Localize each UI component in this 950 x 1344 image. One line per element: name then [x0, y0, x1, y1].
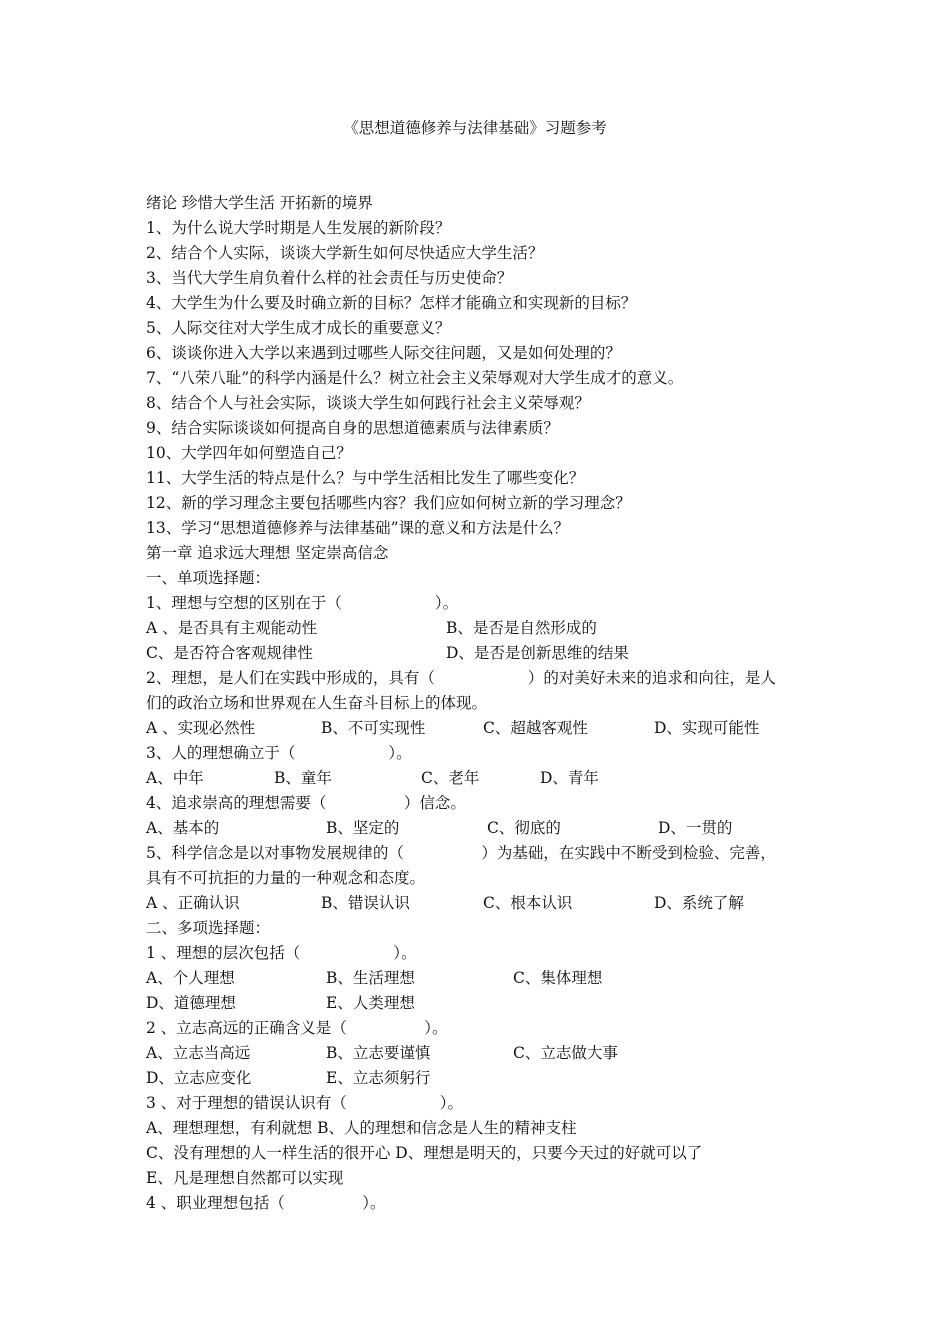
question-line: 2、结合个人实际，谈谈大学新生如何尽快适应大学生活？ — [146, 244, 544, 262]
option: A、立志当高远 — [146, 1044, 251, 1062]
options-row — [146, 616, 826, 641]
option: B、生活理想 — [326, 969, 415, 987]
option: D、一贯的 — [658, 819, 733, 837]
option: B、立志要谨慎 — [326, 1044, 431, 1062]
question-line: 具有不可抗拒的力量的一种观念和态度。 — [146, 869, 426, 887]
question-line: 11、大学生活的特点是什么？与中学生活相比发生了哪些变化？ — [146, 469, 585, 487]
options-row — [146, 641, 826, 666]
question-line: 3、人的理想确立于（ ）。 — [146, 744, 412, 762]
option: E、人类理想 — [326, 994, 415, 1012]
question-line: 5、人际交往对大学生成才成长的重要意义？ — [146, 319, 451, 337]
question-line: 12、新的学习理念主要包括哪些内容？我们应如何树立新的学习理念？ — [146, 494, 631, 512]
question-line: 3 、对于理想的错误认识有（ ）。 — [146, 1094, 464, 1112]
page-title: 《思想道德修养与法律基础》习题参考 — [343, 119, 607, 137]
question-line: 8、结合个人与社会实际，谈谈大学生如何践行社会主义荣辱观？ — [146, 394, 590, 412]
question-line: 13、学习“思想道德修养与法律基础”课的意义和方法是什么？ — [146, 519, 570, 537]
option: A、中年 — [146, 769, 204, 787]
option: C、集体理想 — [513, 969, 603, 987]
question-line: 1、为什么说大学时期是人生发展的新阶段？ — [146, 219, 451, 237]
option: B、童年 — [274, 769, 332, 787]
option-line: C、没有理想的人一样生活的很开心 D、理想是明天的，只要今天过的好就可以了 — [146, 1144, 703, 1162]
options-row — [146, 1041, 826, 1066]
option: D、是否是创新思维的结果 — [446, 644, 629, 662]
question-line: 7、“八荣八耻”的科学内涵是什么？树立社会主义荣辱观对大学生成才的意义。 — [146, 369, 684, 387]
options-row — [146, 991, 826, 1016]
option: B、错误认识 — [321, 894, 410, 912]
question-line: 1、理想与空想的区别在于（ ）。 — [146, 594, 459, 612]
document-body — [146, 191, 826, 1216]
chapter-heading: 第一章 追求远大理想 坚定崇高信念 — [146, 544, 389, 562]
question-line: 6、谈谈你进入大学以来遇到过哪些人际交往问题，又是如何处理的？ — [146, 344, 621, 362]
option: C、超越客观性 — [483, 719, 588, 737]
options-row — [146, 766, 826, 791]
option: B、不可实现性 — [321, 719, 426, 737]
option: E、立志须躬行 — [326, 1069, 431, 1087]
question-line: 4、大学生为什么要及时确立新的目标？怎样才能确立和实现新的目标？ — [146, 294, 637, 312]
question-line: 4、追求崇高的理想需要（ ）信念。 — [146, 794, 466, 812]
option-line: E、凡是理想自然都可以实现 — [146, 1169, 344, 1187]
question-line: 9、结合实际谈谈如何提高自身的思想道德素质与法律素质？ — [146, 419, 559, 437]
question-line: 3、当代大学生肩负着什么样的社会责任与历史使命？ — [146, 269, 513, 287]
option: D、青年 — [540, 769, 599, 787]
options-row — [146, 1066, 826, 1091]
option: D、立志应变化 — [146, 1069, 252, 1087]
question-line: 4 、职业理想包括（ ）。 — [146, 1194, 386, 1212]
options-row — [146, 966, 826, 991]
option: D、系统了解 — [654, 894, 744, 912]
subsection-heading: 二、多项选择题： — [146, 919, 271, 937]
option: D、道德理想 — [146, 994, 236, 1012]
option: D、实现可能性 — [654, 719, 760, 737]
question-line: 2、理想，是人们在实践中形成的，具有（ ）的对美好未来的追求和向往，是人 — [146, 669, 776, 687]
option-line: A、理想理想，有利就想 B、人的理想和信念是人生的精神支柱 — [146, 1119, 577, 1137]
option: A 、是否具有主观能动性 — [146, 619, 318, 637]
option: B、坚定的 — [326, 819, 400, 837]
question-line: 10、大学四年如何塑造自己？ — [146, 444, 352, 462]
option: A 、实现必然性 — [146, 719, 256, 737]
option: B、是否是自然形成的 — [446, 619, 597, 637]
options-row — [146, 891, 826, 916]
question-line: 2 、立志高远的正确含义是（ ）。 — [146, 1019, 448, 1037]
option: A 、正确认识 — [146, 894, 240, 912]
subsection-heading: 一、单项选择题： — [146, 569, 271, 587]
option: A、基本的 — [146, 819, 220, 837]
option: C、立志做大事 — [513, 1044, 618, 1062]
option: A、个人理想 — [146, 969, 235, 987]
question-line: 们的政治立场和世界观在人生奋斗目标上的体现。 — [146, 694, 488, 712]
option: C、是否符合客观规律性 — [146, 644, 313, 662]
question-line: 1 、理想的层次包括（ ）。 — [146, 944, 417, 962]
option: C、老年 — [421, 769, 480, 787]
option: C、根本认识 — [483, 894, 573, 912]
option: C、彻底的 — [487, 819, 561, 837]
section-heading: 绪论 珍惜大学生活 开拓新的境界 — [146, 194, 373, 212]
options-row — [146, 816, 826, 841]
options-row — [146, 716, 826, 741]
question-line: 5、科学信念是以对事物发展规律的（ ）为基础，在实践中不断受到检验、完善， — [146, 844, 776, 862]
